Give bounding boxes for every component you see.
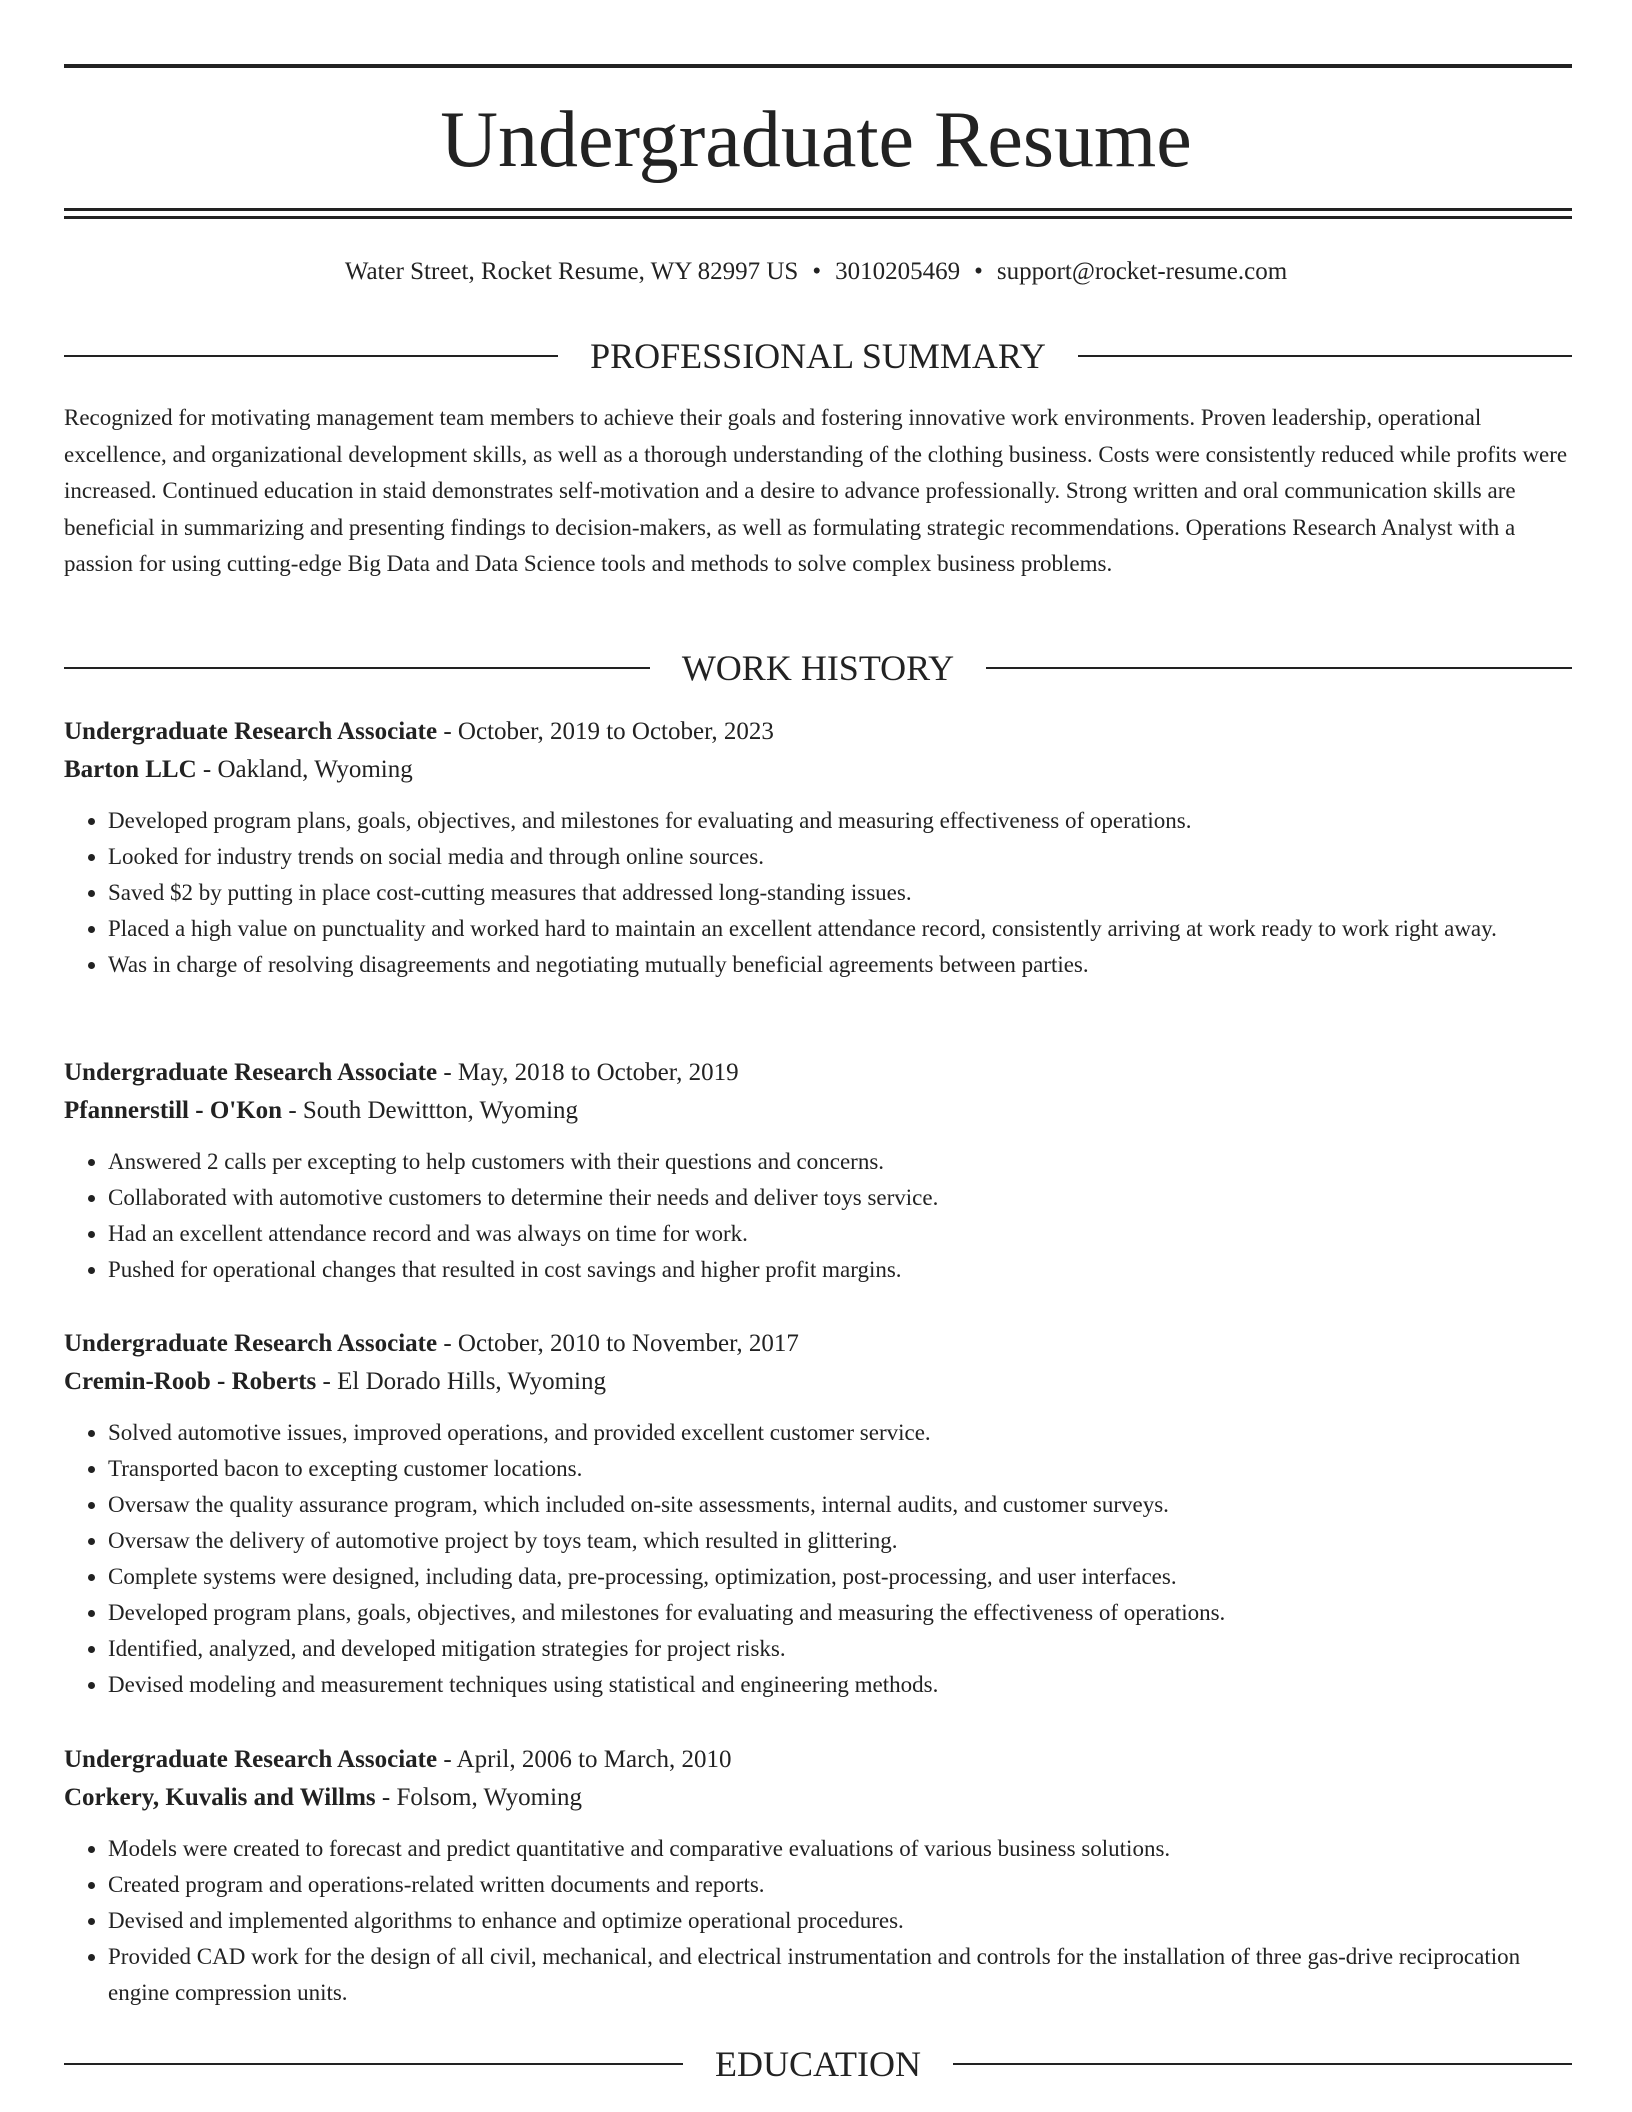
job-entry bbox=[64, 1325, 1572, 1703]
job-company: Cremin-Roob - Roberts bbox=[64, 1368, 317, 1395]
job-bullet: • Devised modeling and measurement techniques using statistical and engineering methods. bbox=[108, 1667, 1572, 1703]
job-entry bbox=[64, 1741, 1572, 2011]
contact-separator: • bbox=[812, 258, 822, 285]
job-company: Pfannerstill - O'Kon bbox=[64, 1097, 283, 1124]
section-title: WORK HISTORY bbox=[681, 648, 955, 688]
job-bullet: • Models were created to forecast and predict quantitative and comparative evaluations of various business solutions. bbox=[108, 1831, 1572, 1867]
section-title: PROFESSIONAL SUMMARY bbox=[590, 336, 1046, 376]
job-bullets bbox=[64, 803, 1572, 983]
contact-phone: 3010205469 bbox=[835, 258, 961, 285]
section-title: EDUCATION bbox=[715, 2044, 921, 2084]
job-title: Undergraduate Research Associate bbox=[64, 1746, 438, 1773]
job-company: Corkery, Kuvalis and Willms bbox=[64, 1784, 376, 1811]
job-bullet: • Developed program plans, goals, objectives, and milestones for evaluating and measuring the effectiveness of operations. bbox=[108, 1595, 1572, 1631]
job-bullet: • Was in charge of resolving disagreements and negotiating mutually beneficial agreements between parties. bbox=[108, 947, 1572, 983]
job-bullet: • Looked for industry trends on social media and through online sources. bbox=[108, 839, 1572, 875]
job-title: Undergraduate Research Associate bbox=[64, 1059, 438, 1086]
section-heading-summary bbox=[64, 334, 1572, 378]
job-bullet: • Oversaw the quality assurance program, which included on-site assessments, internal audits, and customer surveys. bbox=[108, 1487, 1572, 1523]
job-bullet: • Pushed for operational changes that resulted in cost savings and higher profit margins. bbox=[108, 1252, 1572, 1288]
title-rule-lower bbox=[64, 216, 1572, 219]
job-location: - El Dorado Hills, Wyoming bbox=[316, 1368, 606, 1395]
job-location: - Folsom, Wyoming bbox=[375, 1784, 583, 1811]
job-dates: - October, 2019 to October, 2023 bbox=[437, 718, 774, 745]
job-location: - South Dewittton, Wyoming bbox=[282, 1097, 579, 1124]
top-rule bbox=[64, 64, 1572, 68]
job-bullet: • Developed program plans, goals, objectives, and milestones for evaluating and measuring effectiveness of operations. bbox=[108, 803, 1572, 839]
summary-text: Recognized for motivating management team members to achieve their goals and fostering innovative work environments. Proven leadership, operational excellence, and organizational development skills, as well as a thorough understanding of the clothing business. Costs were consistently reduced while profits were increased. Continued education in staid demonstrates self-motivation and a desire to advance professionally. Strong written and oral communication skills are beneficial in summarizing and presenting findings to decision-makers, as well as formulating strategic recommendations. Operations Research Analyst with a passion for using cutting-edge Big Data and Data Science tools and methods to solve complex business problems. bbox=[64, 405, 1568, 576]
job-bullets bbox=[64, 1415, 1572, 1703]
section-heading-education bbox=[64, 2042, 1572, 2086]
job-bullet: • Provided CAD work for the design of all civil, mechanical, and electrical instrumentation and controls for the installation of three gas-drive reciprocation engine compression units. bbox=[108, 1939, 1572, 2011]
page-title: Undergraduate Resume bbox=[440, 96, 1192, 184]
job-bullet: • Identified, analyzed, and developed mitigation strategies for project risks. bbox=[108, 1631, 1572, 1667]
job-bullet: • Oversaw the delivery of automotive project by toys team, which resulted in glittering. bbox=[108, 1523, 1572, 1559]
contact-line bbox=[0, 256, 1632, 288]
heading-rule bbox=[1078, 355, 1572, 357]
heading-rule bbox=[64, 667, 650, 669]
contact-email: support@rocket-resume.com bbox=[996, 258, 1288, 285]
job-bullet: • Devised and implemented algorithms to enhance and optimize operational procedures. bbox=[108, 1903, 1572, 1939]
job-bullet: • Solved automotive issues, improved operations, and provided excellent customer service. bbox=[108, 1415, 1572, 1451]
job-bullet: • Placed a high value on punctuality and worked hard to maintain an excellent attendance record, consistently arriving at work ready to work right away. bbox=[108, 911, 1572, 947]
job-bullet: • Transported bacon to excepting customer locations. bbox=[108, 1451, 1572, 1487]
job-bullets bbox=[64, 1831, 1572, 2011]
job-dates: - October, 2010 to November, 2017 bbox=[437, 1330, 799, 1357]
heading-rule bbox=[953, 2063, 1572, 2065]
job-title: Undergraduate Research Associate bbox=[64, 1330, 438, 1357]
job-bullets bbox=[64, 1144, 1572, 1288]
job-title: Undergraduate Research Associate bbox=[64, 718, 438, 745]
heading-rule bbox=[64, 2063, 683, 2065]
job-bullet: • Had an excellent attendance record and was always on time for work. bbox=[108, 1216, 1572, 1252]
job-bullet: • Created program and operations-related written documents and reports. bbox=[108, 1867, 1572, 1903]
job-location: - Oakland, Wyoming bbox=[196, 756, 413, 783]
section-heading-work bbox=[64, 646, 1572, 690]
job-dates: - May, 2018 to October, 2019 bbox=[437, 1059, 739, 1086]
job-bullet: • Collaborated with automotive customers to determine their needs and deliver toys service. bbox=[108, 1180, 1572, 1216]
job-bullet: • Complete systems were designed, including data, pre-processing, optimization, post-processing, and user interfaces. bbox=[108, 1559, 1572, 1595]
job-entry bbox=[64, 713, 1572, 983]
job-entry bbox=[64, 1054, 1572, 1288]
job-bullet: • Answered 2 calls per excepting to help customers with their questions and concerns. bbox=[108, 1144, 1572, 1180]
contact-separator: • bbox=[974, 258, 983, 285]
heading-rule bbox=[986, 667, 1572, 669]
heading-rule bbox=[64, 355, 558, 357]
title-rule-upper bbox=[64, 208, 1572, 211]
contact-address: Water Street, Rocket Resume, WY 82997 US bbox=[344, 258, 799, 285]
job-dates: - April, 2006 to March, 2010 bbox=[437, 1746, 732, 1773]
job-bullet: • Saved $2 by putting in place cost-cutting measures that addressed long-standing issues. bbox=[108, 875, 1572, 911]
job-company: Barton LLC bbox=[64, 756, 197, 783]
